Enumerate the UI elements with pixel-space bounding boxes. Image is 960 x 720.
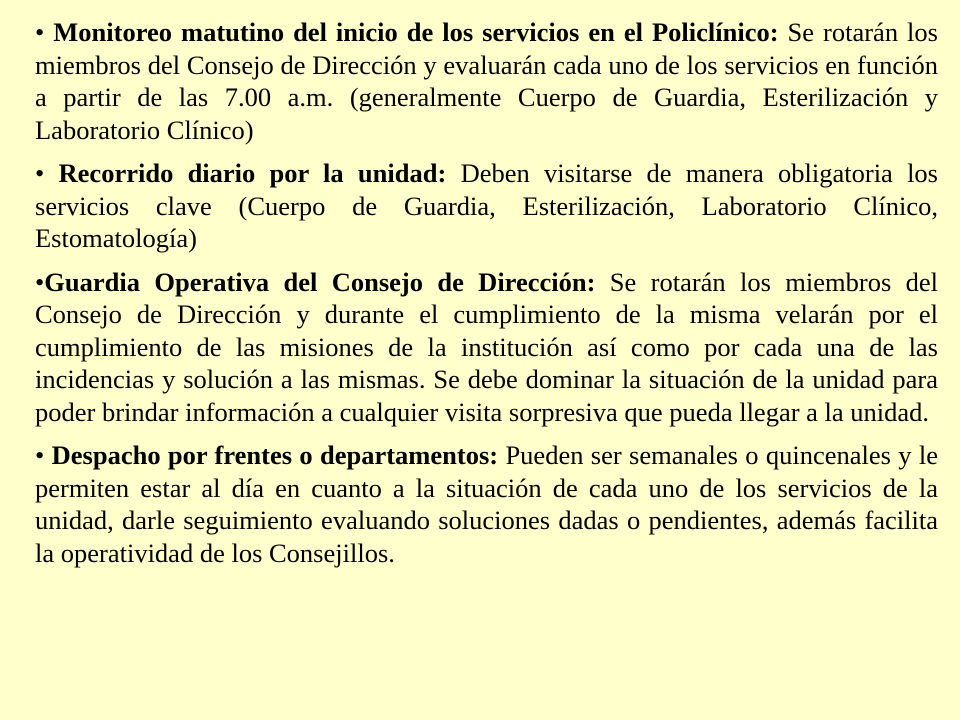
item-text: Pueden ser semanales o quincenales y le permiten estar al día en cuanto a la situación de cada uno de los servicios de la unidad, darle seguimiento evaluando soluciones dadas o pendientes, además facilita la operatividad de los Consejillos. <box>35 440 939 568</box>
bullet-marker: • <box>35 440 45 470</box>
bullet-marker: • <box>35 266 45 297</box>
item-heading: Monitoreo matutino del inicio de los servicios en el Policlínico: <box>53 17 779 47</box>
bullet-item-guardia <box>35 266 938 429</box>
bullet-marker: • <box>35 17 45 47</box>
item-heading: Guardia Operativa del Consejo de Dirección: <box>44 266 596 297</box>
item-heading: Despacho por frentes o departamentos: <box>51 440 499 470</box>
bullet-item-monitoreo <box>35 16 938 146</box>
bullet-marker: • <box>35 158 45 188</box>
item-heading: Recorrido diario por la unidad: <box>58 158 447 188</box>
bullet-item-despacho <box>35 439 938 569</box>
item-text: Deben visitarse de manera obligatoria los servicios clave (Cuerpo de Guardia, Esterilización, Laboratorio Clínico, Estomatología) <box>35 158 938 253</box>
item-text: Se rotarán los miembros del Consejo de Dirección y evaluarán cada uno de los servicios en función a partir de las 7.00 a.m. (generalmente Cuerpo de Guardia, Esterilización y Laboratorio Clínico) <box>35 17 938 145</box>
bullet-item-recorrido <box>35 157 938 255</box>
item-text: Se rotarán los miembros del Consejo de Dirección y durante el cumplimiento de la misma velarán por el cumplimiento de las misiones de la institución así como por cada una de las incidencias y solución a las mismas. Se debe dominar la situación de la unidad para poder brindar información a cualquier visita sorpresiva que pueda llegar a la unidad. <box>35 266 939 427</box>
